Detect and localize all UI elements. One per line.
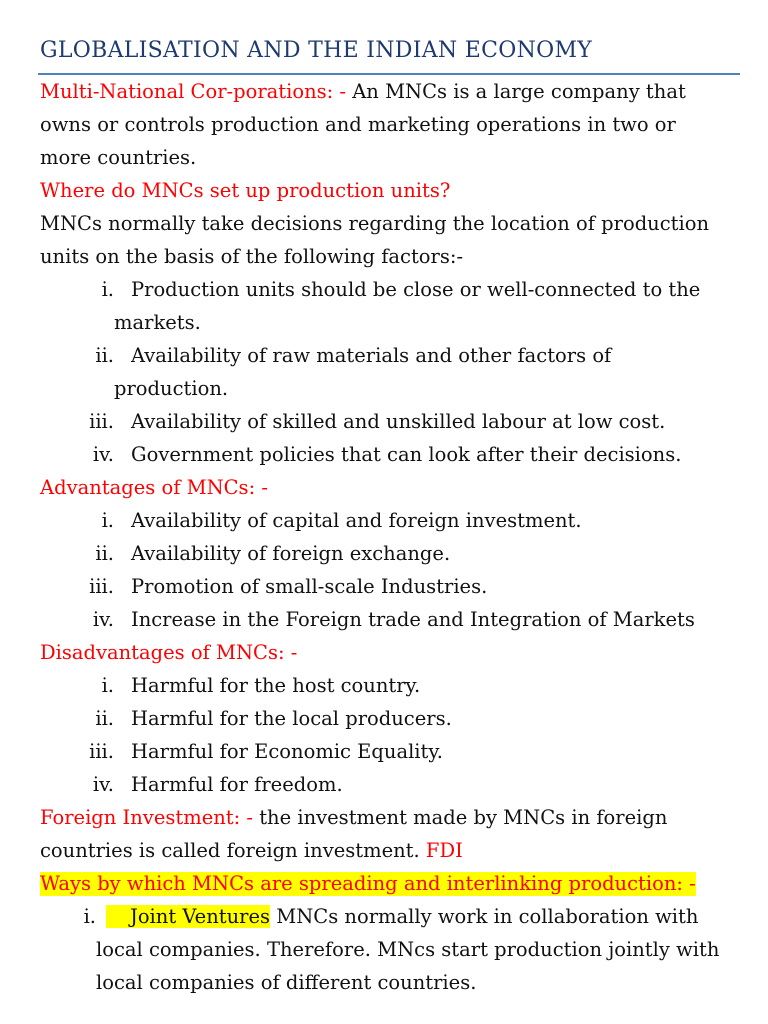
advantage-number: i. <box>101 509 114 532</box>
mnc-definition-line-1 <box>40 80 686 104</box>
where-heading: Where do MNCs set up production units? <box>40 179 451 202</box>
page-title: GLOBALISATION AND THE INDIAN ECONOMY <box>40 38 593 63</box>
disadvantage-number: iv. <box>92 773 114 796</box>
disadvantage-text: Harmful for the local producers. <box>131 707 452 730</box>
advantage-text: Availability of capital and foreign investment. <box>131 509 582 532</box>
foreign-investment-text-1: the investment made by MNCs in foreign <box>253 806 668 829</box>
mnc-heading: Multi-National Cor-porations: - <box>40 80 347 103</box>
advantages-heading: Advantages of MNCs: - <box>40 476 268 499</box>
where-item-text: Availability of skilled and unskilled labour at low cost. <box>131 410 666 433</box>
disadvantage-text: Harmful for Economic Equality. <box>131 740 444 763</box>
where-item-text: Availability of raw materials and other factors of <box>131 344 612 367</box>
foreign-investment-line-1 <box>40 806 667 830</box>
ways-item-line-2: local companies. Therefore. MNcs start production jointly with <box>96 938 720 961</box>
where-item-text-cont: markets. <box>114 311 201 334</box>
where-text-1: MNCs normally take decisions regarding the location of production <box>40 212 710 235</box>
foreign-investment-heading: Foreign Investment: - <box>40 806 253 829</box>
fdi-label: FDI <box>425 839 463 862</box>
ways-item-line-1 <box>106 905 698 929</box>
foreign-investment-line-2 <box>40 839 463 863</box>
advantage-number: ii. <box>95 542 114 565</box>
advantage-text: Increase in the Foreign trade and Integration of Markets <box>131 608 695 631</box>
ways-item-number: i. <box>83 905 96 928</box>
foreign-investment-text-2: countries is called foreign investment. <box>40 839 426 862</box>
advantage-number: iv. <box>92 608 114 631</box>
ways-heading: Ways by which MNCs are spreading and interlinking production: - <box>40 872 696 895</box>
where-item-number: iv. <box>92 443 114 466</box>
disadvantage-number: i. <box>101 674 114 697</box>
mnc-definition-line-3: more countries. <box>40 146 197 169</box>
where-item-number: i. <box>101 278 114 301</box>
disadvantages-heading: Disadvantages of MNCs: - <box>40 641 298 664</box>
disadvantage-number: ii. <box>95 707 114 730</box>
disadvantage-text: Harmful for freedom. <box>131 773 343 796</box>
mnc-definition-line-2: owns or controls production and marketing operations in two or <box>40 113 676 136</box>
advantage-text: Promotion of small-scale Industries. <box>131 575 488 598</box>
where-item-text: Government policies that can look after their decisions. <box>131 443 682 466</box>
disadvantage-number: iii. <box>89 740 114 763</box>
where-item-text-cont: production. <box>114 377 229 400</box>
ways-item-line-3: local companies of different countries. <box>96 971 477 994</box>
advantage-number: iii. <box>89 575 114 598</box>
where-item-number: ii. <box>95 344 114 367</box>
where-item-text: Production units should be close or well-connected to the <box>131 278 701 301</box>
disadvantage-text: Harmful for the host country. <box>131 674 421 697</box>
title-underline <box>38 73 740 75</box>
joint-ventures-term: Joint Ventures <box>106 905 270 928</box>
advantage-text: Availability of foreign exchange. <box>131 542 451 565</box>
where-text-2: units on the basis of the following factors:- <box>40 245 464 268</box>
ways-item-text-1: MNCs normally work in collaboration with <box>270 905 699 928</box>
where-item-number: iii. <box>89 410 114 433</box>
mnc-def-text-1: An MNCs is a large company that <box>346 80 686 103</box>
